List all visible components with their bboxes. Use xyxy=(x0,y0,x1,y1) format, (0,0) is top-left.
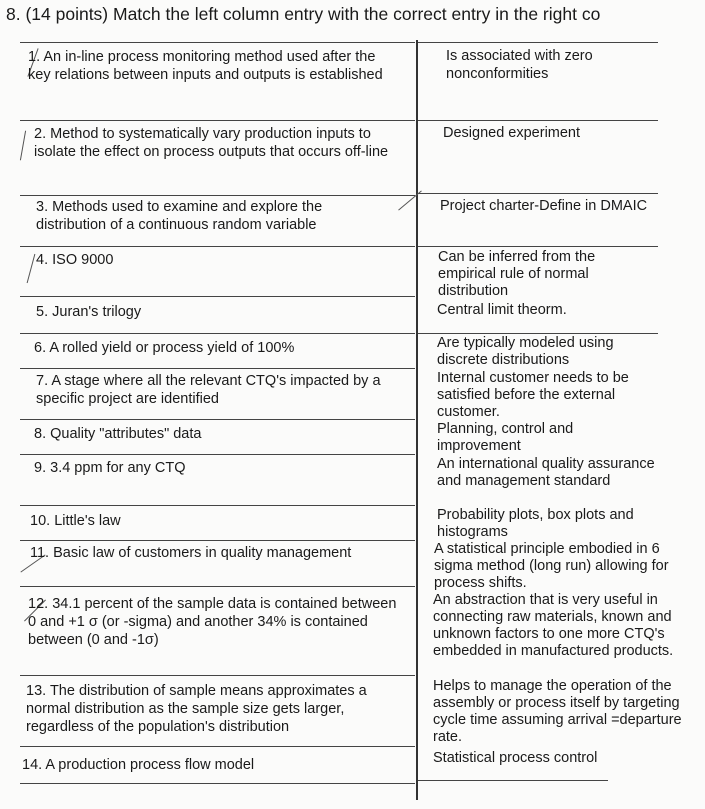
row-rule xyxy=(20,505,415,506)
right-entry-13: Helps to manage the operation of the assembly or process itself by targeting cycle time assuming arrival =departure rate. xyxy=(433,678,682,745)
left-entry-12 xyxy=(28,595,398,649)
row-rule xyxy=(418,333,658,334)
right-entry-11: A statistical principle embodied in 6 sigma method (long run) allowing for process shifts. xyxy=(434,541,669,591)
left-entry-number: 13. xyxy=(26,683,47,699)
left-entry-2 xyxy=(34,125,402,161)
row-rule xyxy=(418,780,608,781)
row-rule xyxy=(20,195,415,196)
left-entry-text: Little's law xyxy=(54,513,121,529)
row-rule xyxy=(20,333,415,334)
right-entry-12: An abstraction that is very useful in connecting raw materials, known and unknown factors to one more CTQ's embedded in manufactured products. xyxy=(433,592,674,659)
pen-mark xyxy=(398,190,422,210)
left-entry-number: 1. xyxy=(28,49,41,65)
left-entry-text: A production process flow model xyxy=(45,757,255,773)
column-divider xyxy=(416,40,418,800)
left-entry-text: A rolled yield or process yield of 100% xyxy=(49,340,295,356)
left-entry-5 xyxy=(36,303,391,321)
left-entry-3 xyxy=(36,198,376,234)
left-entry-number: 4. xyxy=(36,252,49,268)
right-entry-1: Is associated with zero nonconformities xyxy=(446,48,593,82)
right-entry-9: An international quality assurance and management standard xyxy=(437,456,655,489)
left-entry-number: 3. xyxy=(36,199,49,215)
right-entry-14: Statistical process control xyxy=(433,750,598,766)
left-entry-number: 8. xyxy=(34,426,47,442)
row-rule xyxy=(20,246,415,247)
left-entry-number: 2. xyxy=(34,126,47,142)
left-entry-14 xyxy=(22,756,377,774)
left-entry-text: 34.1 percent of the sample data is contained between 0 and +1 σ (or -sigma) and another 34% is contained between (0 and -1σ) xyxy=(28,596,397,648)
row-rule xyxy=(20,454,415,455)
row-rule xyxy=(20,120,415,121)
right-entry-6: Are typically modeled using discrete distributions xyxy=(437,335,614,368)
left-entry-9 xyxy=(34,459,389,477)
row-rule xyxy=(20,586,415,587)
left-entry-text: An in-line process monitoring method used after the key relations between inputs and outputs is established xyxy=(28,49,383,83)
left-entry-1 xyxy=(28,48,398,84)
right-entry-3: Project charter-Define in DMAIC xyxy=(440,198,648,214)
row-rule xyxy=(20,419,415,420)
right-entry-5: Central limit theorm. xyxy=(437,302,567,318)
left-entry-text: Method to systematically vary production inputs to isolate the effect on process outputs that occurs off-line xyxy=(34,126,389,160)
row-rule xyxy=(20,42,415,43)
row-rule xyxy=(20,746,415,747)
left-entry-10 xyxy=(30,512,385,530)
left-entry-text: 3.4 ppm for any CTQ xyxy=(50,460,186,476)
pen-mark xyxy=(27,254,36,283)
right-entry-10: Probability plots, box plots and histograms xyxy=(437,507,634,540)
left-entry-text: A stage where all the relevant CTQ's impacted by a specific project are identified xyxy=(36,373,381,407)
row-rule xyxy=(418,42,658,43)
left-entry-text: Basic law of customers in quality management xyxy=(53,545,352,561)
question-title: 8. (14 points) Match the left column entry with the correct entry in the right co xyxy=(6,4,601,24)
left-entry-number: 5. xyxy=(36,304,49,320)
left-entry-text: ISO 9000 xyxy=(52,252,114,268)
left-entry-text: Quality "attributes" data xyxy=(50,426,202,442)
left-entry-11 xyxy=(30,544,410,562)
left-entry-number: 14. xyxy=(22,757,43,773)
left-entry-7 xyxy=(36,372,398,408)
left-entry-number: 11. xyxy=(30,545,50,561)
right-entry-7: Internal customer needs to be satisfied before the external customer. xyxy=(437,370,629,420)
left-entry-text: The distribution of sample means approximates a normal distribution as the sample size gets larger, regardless of the population's distribution xyxy=(26,683,367,735)
right-entry-8: Planning, control and improvement xyxy=(437,421,574,454)
left-entry-number: 6. xyxy=(34,340,47,356)
row-rule xyxy=(20,368,415,369)
left-entry-text: Juran's trilogy xyxy=(52,304,142,320)
left-entry-4 xyxy=(36,251,391,269)
row-rule xyxy=(20,675,415,676)
row-rule xyxy=(20,783,415,784)
left-entry-number: 7. xyxy=(36,373,49,389)
left-entry-13 xyxy=(26,682,400,736)
left-entry-number: 10. xyxy=(30,513,51,529)
left-entry-6 xyxy=(34,339,389,357)
row-rule xyxy=(418,193,658,194)
row-rule xyxy=(418,246,658,247)
row-rule xyxy=(20,296,415,297)
left-entry-8 xyxy=(34,425,389,443)
row-rule xyxy=(20,540,415,541)
row-rule xyxy=(418,120,658,121)
left-entry-text: Methods used to examine and explore the distribution of a continuous random variable xyxy=(36,199,323,233)
left-entry-number: 12. xyxy=(28,596,49,612)
pen-mark xyxy=(20,131,26,161)
right-entry-2: Designed experiment xyxy=(443,125,581,141)
right-entry-4: Can be inferred from the empirical rule of normal distribution xyxy=(438,249,596,299)
left-entry-number: 9. xyxy=(34,460,47,476)
